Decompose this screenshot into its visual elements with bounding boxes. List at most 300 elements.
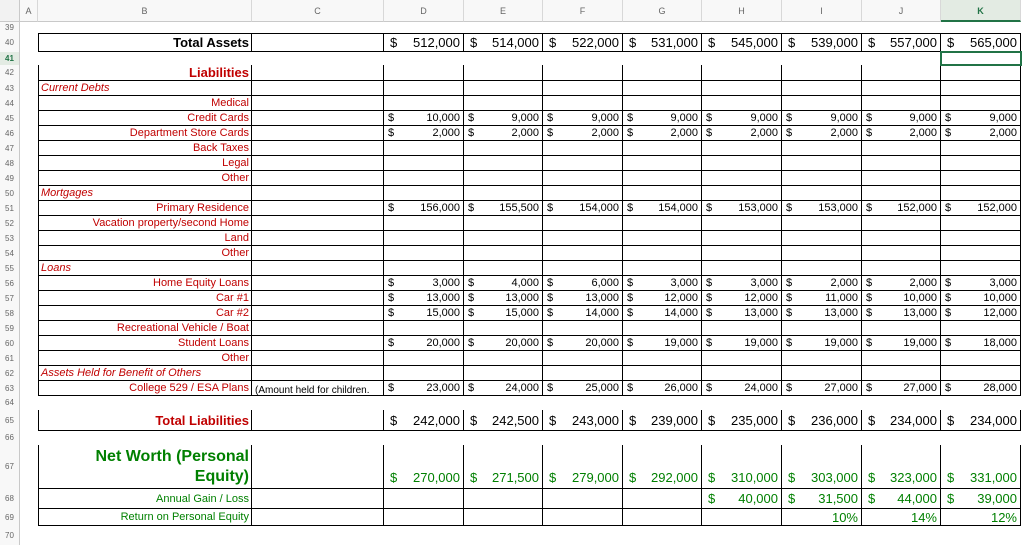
cell-label[interactable] [38, 246, 252, 261]
row-header-61[interactable]: 61 [0, 351, 20, 366]
cell-label[interactable] [38, 126, 252, 141]
cell-i[interactable] [782, 366, 862, 381]
cell-note[interactable] [252, 65, 384, 81]
cell-d[interactable] [384, 381, 464, 396]
cell-f[interactable] [543, 216, 623, 231]
cell-h[interactable] [702, 509, 782, 526]
cell-j[interactable] [862, 509, 941, 526]
cell-label[interactable] [38, 141, 252, 156]
cell-f[interactable] [543, 246, 623, 261]
cell-e[interactable] [464, 216, 543, 231]
cell-k[interactable] [941, 306, 1021, 321]
column-header-f[interactable]: F [543, 0, 623, 22]
cell-i[interactable] [782, 321, 862, 336]
cell-f[interactable] [543, 156, 623, 171]
cell-i[interactable] [782, 489, 862, 509]
cell-k[interactable] [941, 126, 1021, 141]
cell-h[interactable] [702, 201, 782, 216]
cell-note[interactable] [252, 201, 384, 216]
cell-i[interactable] [782, 445, 862, 489]
cell-k[interactable] [941, 81, 1021, 96]
cell-g[interactable] [623, 351, 702, 366]
cell-k[interactable] [941, 351, 1021, 366]
row-header-60[interactable]: 60 [0, 336, 20, 351]
cell-i[interactable] [782, 186, 862, 201]
cell-g[interactable] [623, 201, 702, 216]
cell-note[interactable] [252, 306, 384, 321]
cell-j[interactable] [862, 410, 941, 431]
cell-j[interactable] [862, 126, 941, 141]
cell-f[interactable] [543, 291, 623, 306]
cell-note[interactable] [252, 96, 384, 111]
cell-d[interactable] [384, 246, 464, 261]
cell-label[interactable] [38, 410, 252, 431]
cell-e[interactable] [464, 321, 543, 336]
cell-e[interactable] [464, 351, 543, 366]
cell-label[interactable] [38, 111, 252, 126]
cell-j[interactable] [862, 336, 941, 351]
cell-f[interactable] [543, 111, 623, 126]
cell-d[interactable] [384, 231, 464, 246]
cell-label[interactable] [38, 261, 252, 276]
cell-label[interactable] [38, 321, 252, 336]
cell-j[interactable] [862, 201, 941, 216]
cell-d[interactable] [384, 201, 464, 216]
cell-g[interactable] [623, 261, 702, 276]
cell-h[interactable] [702, 489, 782, 509]
selected-cell-k41[interactable] [940, 51, 1022, 66]
cell-g[interactable] [623, 489, 702, 509]
cell-d[interactable] [384, 186, 464, 201]
cell-g[interactable] [623, 321, 702, 336]
cell-f[interactable] [543, 381, 623, 396]
cell-note[interactable] [252, 246, 384, 261]
cell-j[interactable] [862, 381, 941, 396]
cell-g[interactable] [623, 186, 702, 201]
cell-d[interactable] [384, 156, 464, 171]
cell-e[interactable] [464, 81, 543, 96]
cell-note[interactable] [252, 126, 384, 141]
cell-note[interactable] [252, 381, 384, 396]
cell-g[interactable] [623, 410, 702, 431]
cell-f[interactable] [543, 276, 623, 291]
cell-note[interactable] [252, 366, 384, 381]
row-header-41[interactable]: 41 [0, 52, 20, 65]
cell-label[interactable] [38, 201, 252, 216]
cell-j[interactable] [862, 231, 941, 246]
cell-label[interactable] [38, 336, 252, 351]
cell-label[interactable] [38, 171, 252, 186]
cell-j[interactable] [862, 81, 941, 96]
row-header-69[interactable]: 69 [0, 509, 20, 526]
cell-h[interactable] [702, 65, 782, 81]
cell-k[interactable] [941, 321, 1021, 336]
cell-i[interactable] [782, 336, 862, 351]
cell-d[interactable] [384, 216, 464, 231]
cell-d[interactable] [384, 126, 464, 141]
cell-note[interactable] [252, 34, 384, 52]
row-header-63[interactable]: 63 [0, 381, 20, 396]
cell-i[interactable] [782, 126, 862, 141]
cell-k[interactable] [941, 65, 1021, 81]
cell-e[interactable] [464, 34, 543, 52]
row-header-45[interactable]: 45 [0, 111, 20, 126]
cell-g[interactable] [623, 291, 702, 306]
cell-e[interactable] [464, 261, 543, 276]
cell-d[interactable] [384, 171, 464, 186]
cell-j[interactable] [862, 171, 941, 186]
cell-g[interactable] [623, 509, 702, 526]
cell-h[interactable] [702, 381, 782, 396]
cell-g[interactable] [623, 81, 702, 96]
cell-e[interactable] [464, 489, 543, 509]
cell-note[interactable] [252, 336, 384, 351]
cell-d[interactable] [384, 489, 464, 509]
cell-e[interactable] [464, 141, 543, 156]
cell-note[interactable] [252, 156, 384, 171]
cell-j[interactable] [862, 246, 941, 261]
cell-d[interactable] [384, 445, 464, 489]
cell-i[interactable] [782, 81, 862, 96]
cell-i[interactable] [782, 34, 862, 52]
cell-h[interactable] [702, 186, 782, 201]
cell-e[interactable] [464, 231, 543, 246]
row-header-68[interactable]: 68 [0, 489, 20, 509]
cell-d[interactable] [384, 111, 464, 126]
column-header-a[interactable]: A [20, 0, 38, 22]
cell-d[interactable] [384, 291, 464, 306]
cell-label[interactable] [38, 186, 252, 201]
cell-note[interactable] [252, 81, 384, 96]
cell-f[interactable] [543, 336, 623, 351]
cell-i[interactable] [782, 291, 862, 306]
cell-f[interactable] [543, 231, 623, 246]
cell-j[interactable] [862, 65, 941, 81]
row-header-47[interactable]: 47 [0, 141, 20, 156]
cell-k[interactable] [941, 291, 1021, 306]
cell-g[interactable] [623, 65, 702, 81]
cell-label[interactable] [38, 81, 252, 96]
cell-d[interactable] [384, 65, 464, 81]
cell-k[interactable] [941, 156, 1021, 171]
cell-j[interactable] [862, 186, 941, 201]
column-header-c[interactable]: C [252, 0, 384, 22]
cell-k[interactable] [941, 201, 1021, 216]
cell-h[interactable] [702, 216, 782, 231]
row-header-64[interactable]: 64 [0, 396, 20, 410]
cell-f[interactable] [543, 34, 623, 52]
row-header-40[interactable]: 40 [0, 34, 20, 52]
cell-k[interactable] [941, 231, 1021, 246]
cell-k[interactable] [941, 186, 1021, 201]
cell-i[interactable] [782, 65, 862, 81]
cell-h[interactable] [702, 141, 782, 156]
cell-j[interactable] [862, 321, 941, 336]
cell-k[interactable] [941, 489, 1021, 509]
row-header-50[interactable]: 50 [0, 186, 20, 201]
cell-g[interactable] [623, 156, 702, 171]
cell-h[interactable] [702, 156, 782, 171]
row-header-70[interactable]: 70 [0, 526, 20, 545]
cell-k[interactable] [941, 96, 1021, 111]
cell-k[interactable] [941, 111, 1021, 126]
select-all-corner[interactable] [0, 0, 20, 22]
cell-i[interactable] [782, 509, 862, 526]
cell-g[interactable] [623, 246, 702, 261]
row-header-44[interactable]: 44 [0, 96, 20, 111]
cell-g[interactable] [623, 445, 702, 489]
cell-h[interactable] [702, 261, 782, 276]
cell-i[interactable] [782, 96, 862, 111]
cell-note[interactable] [252, 291, 384, 306]
cell-e[interactable] [464, 366, 543, 381]
cell-note[interactable] [252, 141, 384, 156]
cell-d[interactable] [384, 366, 464, 381]
cell-i[interactable] [782, 216, 862, 231]
cell-j[interactable] [862, 141, 941, 156]
cell-note[interactable] [252, 111, 384, 126]
column-header-k[interactable]: K [941, 0, 1021, 22]
cell-label[interactable] [38, 291, 252, 306]
cell-h[interactable] [702, 171, 782, 186]
cell-i[interactable] [782, 231, 862, 246]
cell-f[interactable] [543, 141, 623, 156]
cell-h[interactable] [702, 445, 782, 489]
cell-label[interactable] [38, 156, 252, 171]
cell-h[interactable] [702, 291, 782, 306]
cell-label[interactable] [38, 34, 252, 52]
cell-i[interactable] [782, 276, 862, 291]
cell-g[interactable] [623, 171, 702, 186]
row-header-39[interactable]: 39 [0, 22, 20, 34]
cell-i[interactable] [782, 351, 862, 366]
cell-h[interactable] [702, 34, 782, 52]
cell-d[interactable] [384, 509, 464, 526]
cell-label[interactable] [38, 306, 252, 321]
row-header-43[interactable]: 43 [0, 81, 20, 96]
cell-f[interactable] [543, 96, 623, 111]
cell-d[interactable] [384, 96, 464, 111]
cell-k[interactable] [941, 34, 1021, 52]
cell-i[interactable] [782, 306, 862, 321]
cell-d[interactable] [384, 141, 464, 156]
cell-note[interactable] [252, 171, 384, 186]
cell-g[interactable] [623, 141, 702, 156]
row-header-54[interactable]: 54 [0, 246, 20, 261]
row-header-59[interactable]: 59 [0, 321, 20, 336]
cell-k[interactable] [941, 366, 1021, 381]
cell-f[interactable] [543, 509, 623, 526]
cell-g[interactable] [623, 111, 702, 126]
cell-d[interactable] [384, 336, 464, 351]
row-header-49[interactable]: 49 [0, 171, 20, 186]
cell-f[interactable] [543, 65, 623, 81]
cell-h[interactable] [702, 111, 782, 126]
cell-f[interactable] [543, 351, 623, 366]
cell-label[interactable] [38, 366, 252, 381]
cell-g[interactable] [623, 366, 702, 381]
cell-h[interactable] [702, 351, 782, 366]
cell-k[interactable] [941, 276, 1021, 291]
cell-g[interactable] [623, 216, 702, 231]
row-header-65[interactable]: 65 [0, 410, 20, 431]
cell-note[interactable] [252, 216, 384, 231]
row-header-46[interactable]: 46 [0, 126, 20, 141]
cell-g[interactable] [623, 126, 702, 141]
cell-e[interactable] [464, 246, 543, 261]
cell-e[interactable] [464, 126, 543, 141]
cell-label[interactable] [38, 381, 252, 396]
cell-note[interactable] [252, 231, 384, 246]
cell-note[interactable] [252, 261, 384, 276]
cell-label[interactable] [38, 276, 252, 291]
cell-d[interactable] [384, 81, 464, 96]
cell-e[interactable] [464, 306, 543, 321]
cell-e[interactable] [464, 445, 543, 489]
cell-g[interactable] [623, 336, 702, 351]
row-header-55[interactable]: 55 [0, 261, 20, 276]
cell-note[interactable] [252, 445, 384, 489]
cell-f[interactable] [543, 366, 623, 381]
column-header-h[interactable]: H [702, 0, 782, 22]
cell-e[interactable] [464, 186, 543, 201]
cell-h[interactable] [702, 96, 782, 111]
cell-k[interactable] [941, 171, 1021, 186]
cell-k[interactable] [941, 246, 1021, 261]
cell-e[interactable] [464, 201, 543, 216]
cell-h[interactable] [702, 321, 782, 336]
cell-f[interactable] [543, 445, 623, 489]
cell-f[interactable] [543, 410, 623, 431]
cell-j[interactable] [862, 261, 941, 276]
cell-g[interactable] [623, 276, 702, 291]
cell-g[interactable] [623, 231, 702, 246]
cell-label[interactable] [38, 489, 252, 509]
row-header-67[interactable]: 67 [0, 445, 20, 489]
cell-f[interactable] [543, 126, 623, 141]
cell-g[interactable] [623, 34, 702, 52]
cell-f[interactable] [543, 201, 623, 216]
cell-k[interactable] [941, 141, 1021, 156]
cell-label[interactable] [38, 96, 252, 111]
cell-d[interactable] [384, 351, 464, 366]
cell-e[interactable] [464, 509, 543, 526]
cell-i[interactable] [782, 261, 862, 276]
cell-j[interactable] [862, 306, 941, 321]
cell-f[interactable] [543, 321, 623, 336]
cell-label[interactable] [38, 445, 252, 489]
row-header-56[interactable]: 56 [0, 276, 20, 291]
cell-e[interactable] [464, 171, 543, 186]
cell-i[interactable] [782, 156, 862, 171]
cell-k[interactable] [941, 216, 1021, 231]
row-header-62[interactable]: 62 [0, 366, 20, 381]
cell-j[interactable] [862, 445, 941, 489]
cell-h[interactable] [702, 276, 782, 291]
row-header-57[interactable]: 57 [0, 291, 20, 306]
cell-e[interactable] [464, 381, 543, 396]
cell-note[interactable] [252, 509, 384, 526]
cell-e[interactable] [464, 156, 543, 171]
cell-e[interactable] [464, 291, 543, 306]
cell-g[interactable] [623, 96, 702, 111]
cell-e[interactable] [464, 410, 543, 431]
column-header-d[interactable]: D [384, 0, 464, 22]
cell-d[interactable] [384, 410, 464, 431]
cell-g[interactable] [623, 381, 702, 396]
cell-k[interactable] [941, 410, 1021, 431]
cell-k[interactable] [941, 509, 1021, 526]
cell-j[interactable] [862, 351, 941, 366]
cell-g[interactable] [623, 306, 702, 321]
cell-k[interactable] [941, 261, 1021, 276]
cell-h[interactable] [702, 366, 782, 381]
cell-d[interactable] [384, 261, 464, 276]
cell-label[interactable] [38, 231, 252, 246]
cell-e[interactable] [464, 96, 543, 111]
cell-k[interactable] [941, 445, 1021, 489]
cell-f[interactable] [543, 171, 623, 186]
cell-h[interactable] [702, 126, 782, 141]
cell-e[interactable] [464, 65, 543, 81]
row-header-48[interactable]: 48 [0, 156, 20, 171]
cell-note[interactable] [252, 186, 384, 201]
cell-note[interactable] [252, 410, 384, 431]
cell-i[interactable] [782, 201, 862, 216]
cell-d[interactable] [384, 276, 464, 291]
cell-d[interactable] [384, 34, 464, 52]
cell-label[interactable] [38, 65, 252, 81]
column-header-e[interactable]: E [464, 0, 543, 22]
cell-i[interactable] [782, 381, 862, 396]
cell-i[interactable] [782, 111, 862, 126]
cell-i[interactable] [782, 141, 862, 156]
cell-k[interactable] [941, 336, 1021, 351]
column-header-g[interactable]: G [623, 0, 702, 22]
cell-h[interactable] [702, 246, 782, 261]
cell-e[interactable] [464, 336, 543, 351]
column-header-b[interactable]: B [38, 0, 252, 22]
cell-f[interactable] [543, 489, 623, 509]
cell-label[interactable] [38, 216, 252, 231]
cell-j[interactable] [862, 34, 941, 52]
cell-j[interactable] [862, 96, 941, 111]
cell-i[interactable] [782, 410, 862, 431]
cell-j[interactable] [862, 276, 941, 291]
cell-h[interactable] [702, 410, 782, 431]
cell-note[interactable] [252, 321, 384, 336]
cell-j[interactable] [862, 111, 941, 126]
cell-i[interactable] [782, 171, 862, 186]
cell-f[interactable] [543, 81, 623, 96]
cell-f[interactable] [543, 186, 623, 201]
row-header-53[interactable]: 53 [0, 231, 20, 246]
cell-e[interactable] [464, 111, 543, 126]
column-header-j[interactable]: J [862, 0, 941, 22]
cell-i[interactable] [782, 246, 862, 261]
cell-d[interactable] [384, 321, 464, 336]
cell-j[interactable] [862, 216, 941, 231]
cell-h[interactable] [702, 231, 782, 246]
cell-h[interactable] [702, 336, 782, 351]
cell-f[interactable] [543, 261, 623, 276]
cell-h[interactable] [702, 81, 782, 96]
cell-note[interactable] [252, 489, 384, 509]
cell-f[interactable] [543, 306, 623, 321]
row-header-51[interactable]: 51 [0, 201, 20, 216]
cell-label[interactable] [38, 351, 252, 366]
cell-j[interactable] [862, 156, 941, 171]
